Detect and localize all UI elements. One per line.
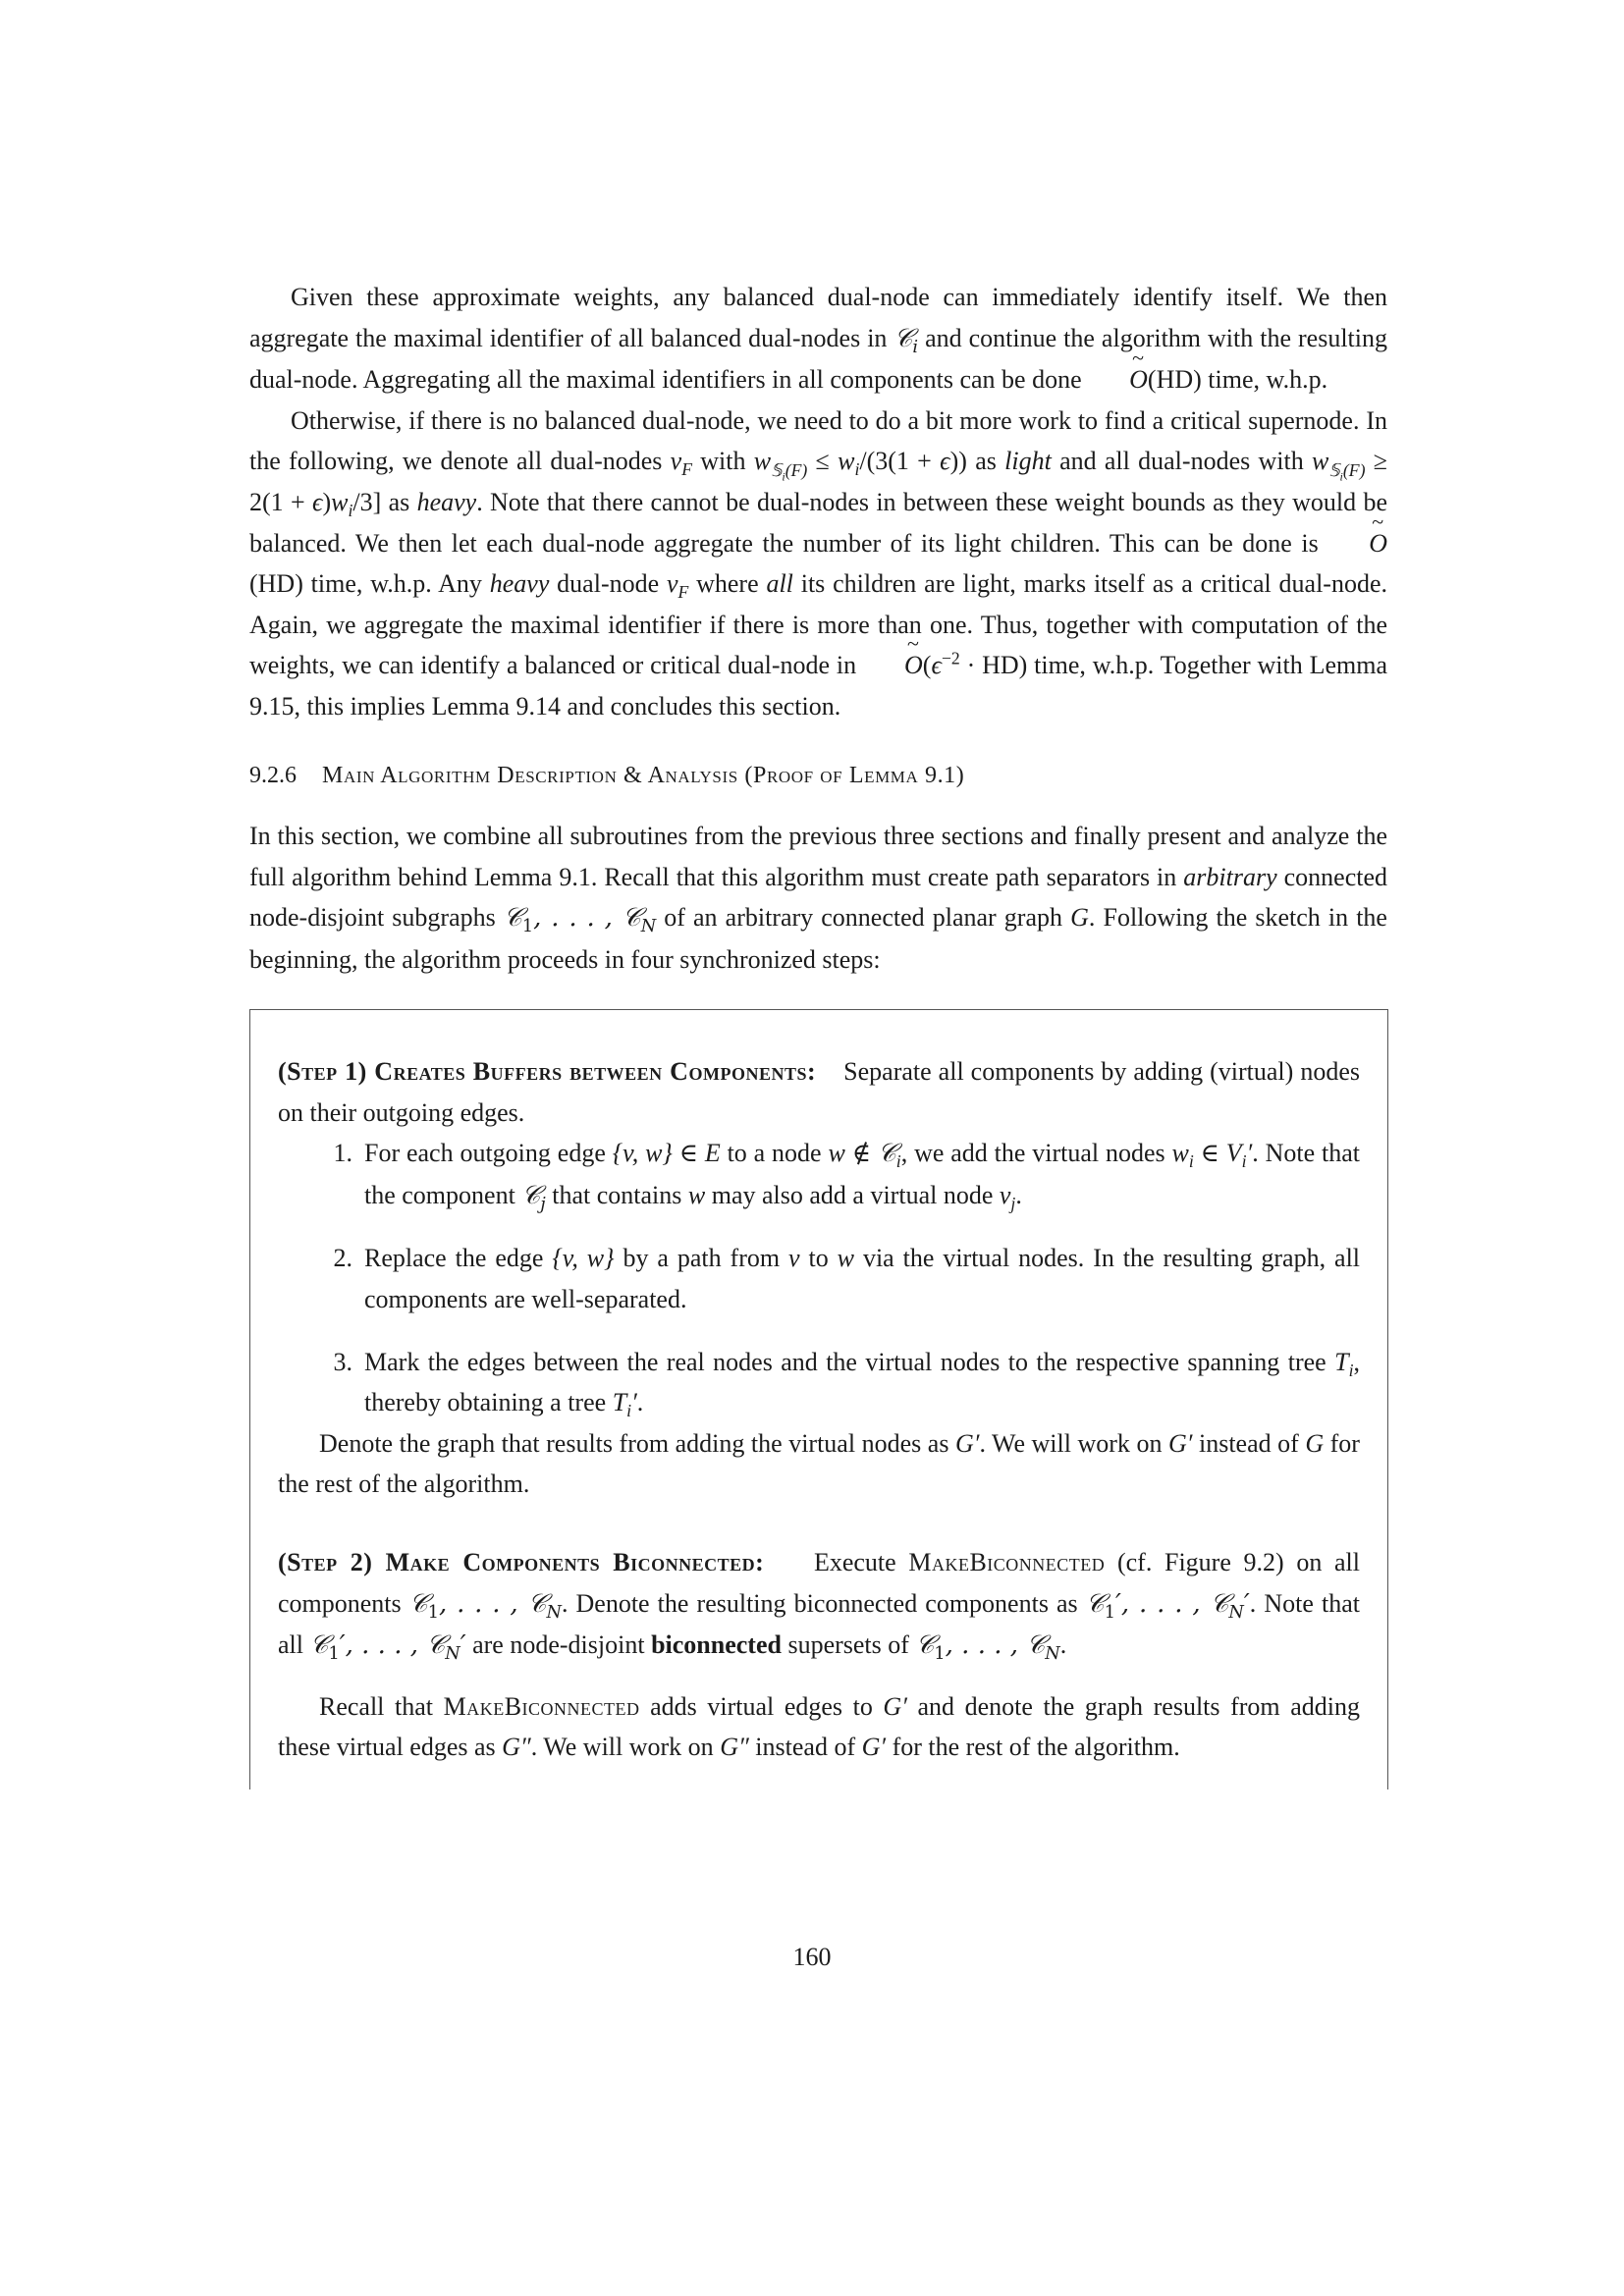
paragraph-balanced-dual-node bbox=[249, 277, 1387, 400]
section-number: 9.2.6 bbox=[249, 762, 297, 788]
text-span: and all dual-nodes with bbox=[1051, 447, 1312, 476]
step-2-title: (Step 2) Make Components Biconnected: bbox=[278, 1547, 765, 1576]
step-1-list bbox=[278, 1133, 1360, 1423]
emph-light: light bbox=[1004, 447, 1052, 476]
list-item-number: 3. bbox=[333, 1347, 352, 1376]
math-G: G bbox=[1070, 903, 1089, 933]
math-runtime: ~ $O(\epsilon^{-2} \cdot HD)$ bbox=[863, 651, 1027, 679]
math-otilde: ~ O bbox=[1327, 523, 1387, 564]
list-item bbox=[317, 1133, 1360, 1216]
text-span: with bbox=[692, 447, 754, 476]
procedure-name: MakeBiconnected bbox=[443, 1691, 640, 1721]
list-item-text: Mark the edges between the real nodes and the virtual nodes to the respective spanning tree $T_i$, thereby obtaining a tree $T_i'$. bbox=[364, 1347, 1360, 1421]
text-span: . Following the sketch in the beginning, the algorithm proceeds in four synchronized steps: bbox=[249, 903, 1387, 974]
math-Ci: 𝒞$_i$ bbox=[893, 323, 919, 357]
list-item-number: 1. bbox=[333, 1139, 352, 1168]
text-span: as bbox=[381, 487, 417, 516]
text-span: and continue the algorithm with the resulting dual-node. Aggregating all the maximal identifiers in all components can be done bbox=[249, 323, 1388, 395]
text-span: its children are light, marks itself as a critical dual-node. Again, we aggregate the maximal identifier if there is more than one. Thus, together with computation of the weights, we can identify a balanced or critical dual-node in bbox=[249, 569, 1388, 680]
section-heading bbox=[249, 756, 1387, 797]
bold-biconnected: biconnected bbox=[651, 1630, 782, 1660]
step-1-title: (Step 1) Creates Buffers between Components: bbox=[278, 1057, 817, 1086]
math-otilde: ~ O bbox=[1088, 359, 1148, 400]
section-title: Main Algorithm Description & Analysis (Proof of Lemma 9.1) bbox=[322, 762, 965, 788]
math-light-bound: $w_{𝕊_i(F)} \le w_i/(3(1 + \epsilon))$ bbox=[753, 447, 967, 484]
math-vF: $v_F$ bbox=[670, 447, 693, 480]
text-span: time, w.h.p. Together with Lemma 9.15, this implies Lemma 9.14 and concludes this section. bbox=[249, 651, 1388, 721]
list-item-number: 2. bbox=[333, 1244, 352, 1273]
emph-arbitrary: arbitrary bbox=[1183, 862, 1277, 891]
step-1 bbox=[278, 1051, 1360, 1133]
step-2-recall: Recall that MakeBiconnected adds virtual edges to G′ and denote the graph results from adding these virtual edges as G″. We will work on G″ instead of G′ for the rest of the algorithm. bbox=[278, 1691, 1360, 1762]
step-2: (Step 2) Make Components Biconnected: Execute MakeBiconnected (cf. Figure 9.2) on all components 𝒞$_1$, . . . , 𝒞$_N$. Denote the resulting biconnected components as 𝒞$_1$′, . . . , 𝒞$_N$′. Note that all 𝒞$_1$′, . . . , 𝒞$_N$′ are node-disjoint biconnected supersets of 𝒞$_1$, . . . , 𝒞$_N$. bbox=[278, 1547, 1360, 1665]
step-1-text: Separate all components by adding (virtual) nodes on their outgoing edges. bbox=[278, 1057, 1360, 1127]
text-span: Otherwise, if there is no balanced dual-node, we need to do a bit more work to find a critical supernode. In the following, we denote all dual-nodes bbox=[249, 405, 1387, 476]
paragraph-light-heavy bbox=[249, 400, 1387, 727]
emph-heavy: heavy bbox=[416, 487, 477, 516]
emph-heavy: heavy bbox=[489, 569, 550, 599]
step-1-after: Denote the graph that results from adding the virtual nodes as G′. We will work on G′ instead of G for the rest of the algorithm. bbox=[278, 1428, 1360, 1499]
emph-all: all bbox=[766, 569, 793, 599]
text-span: (HD) time, w.h.p. bbox=[1147, 365, 1328, 395]
text-span: . Note that there cannot be dual-nodes in between these weight bounds as they would be balanced. We then let each dual-node aggregate the number of its light children. This can be done is bbox=[249, 487, 1387, 558]
math-heavy-bound: $w_{𝕊_i(F)} \ge 2(1 + \epsilon)w_i/3$] bbox=[249, 447, 1388, 521]
procedure-name: MakeBiconnected bbox=[908, 1547, 1106, 1576]
algorithm-steps-box bbox=[249, 1009, 1388, 1789]
text-span: where bbox=[688, 569, 767, 599]
text-span: dual-node bbox=[549, 569, 667, 599]
list-item bbox=[317, 1342, 1360, 1423]
text-span: In this section, we combine all subroutines from the previous three sections and finally present and analyze the full algorithm behind Lemma 9.1. Recall that this algorithm must create path separators in bbox=[249, 822, 1387, 891]
list-item-text: For each outgoing edge {v, w} ∈ E to a node w ∉ 𝒞$_i$, we add the virtual nodes $w_i$ ∈ $V_i'$. Note that the component 𝒞$_j$ that contains w may also add a virtual node $v_j$. bbox=[364, 1139, 1361, 1214]
text-span: as bbox=[966, 447, 1005, 476]
text-span: Given these approximate weights, any balanced dual-node can immediately identify itself. We then aggregate the maximal identifier of all balanced dual-nodes in bbox=[249, 283, 1387, 352]
text-span: connected node-disjoint subgraphs bbox=[249, 862, 1387, 933]
list-item bbox=[317, 1238, 1360, 1319]
list-item-text: Replace the edge {v, w} by a path from v to w via the virtual nodes. In the resulting graph, all components are well-separated. bbox=[364, 1244, 1361, 1313]
math-vF: $v_F$ bbox=[666, 569, 689, 603]
text-span: of an arbitrary connected planar graph bbox=[656, 903, 1071, 933]
paragraph-section-intro bbox=[249, 816, 1387, 980]
page-body bbox=[249, 277, 1387, 981]
text-span: (HD) time, w.h.p. Any bbox=[249, 569, 490, 599]
page-number: 160 bbox=[792, 1943, 832, 1971]
math-C1N: 𝒞$_1$, . . . , 𝒞$_N$ bbox=[503, 903, 657, 937]
